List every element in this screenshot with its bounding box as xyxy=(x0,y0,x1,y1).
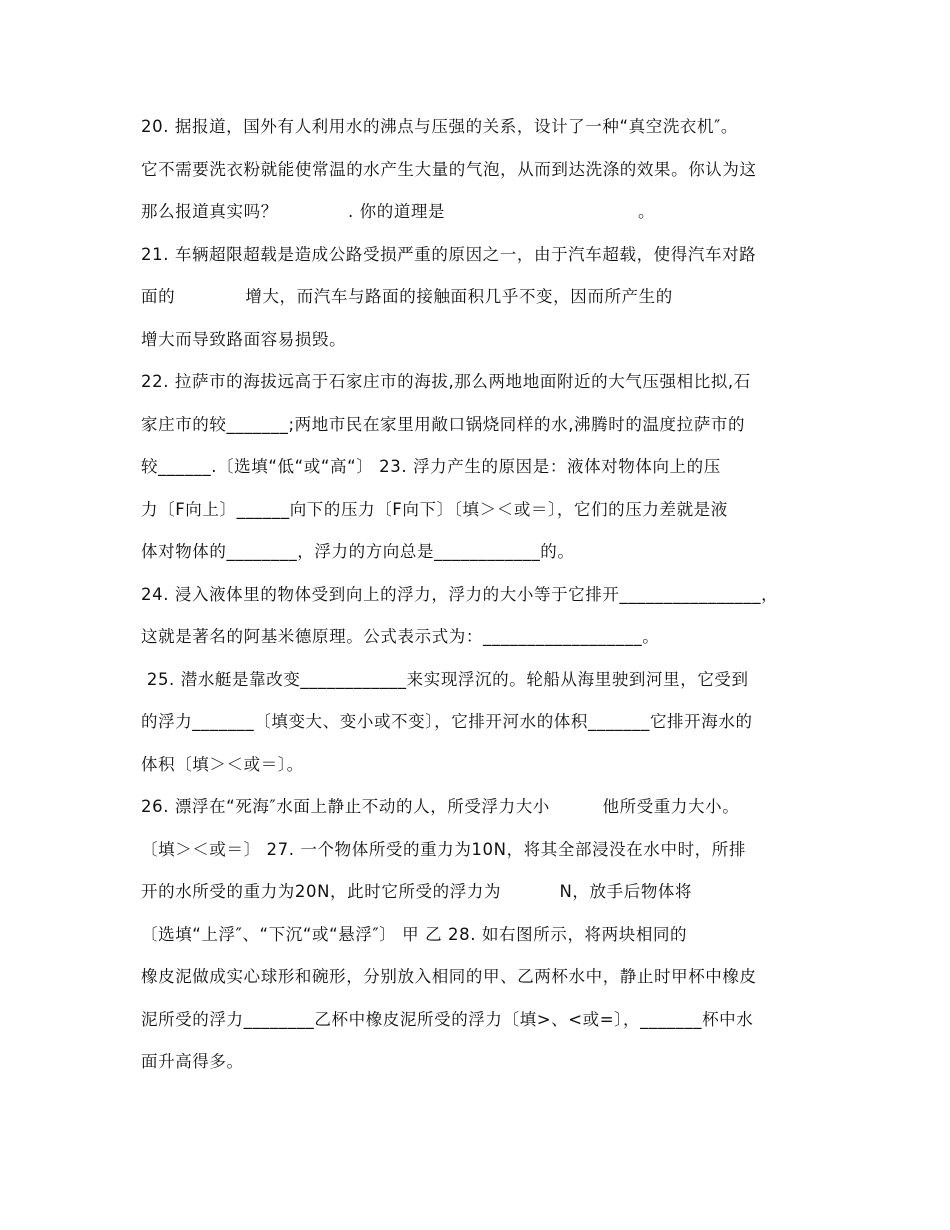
text-line-q22-1: 22. 拉萨市的海拔远高于石家庄市的海拔,那么两地地面附近的大气压强相比拟,石 xyxy=(141,372,751,391)
text-line-q22-3: 较______.〔选填“低“或“高“〕 23. 浮力产生的原因是：液体对物体向上的压 xyxy=(141,457,721,476)
text-line-q20-2: 它不需要洗衣粉就能使常温的水产生大量的气泡，从而到达洗涤的效果。你认为这 xyxy=(141,159,757,179)
text-line-q23-2: 体对物体的________，浮力的方向总是____________的。 xyxy=(141,542,575,561)
text-line-q28-1: 〔选填“上浮″、“下沉“或“悬浮″〕 甲 乙 28. 如右图所示，将两块相同的 xyxy=(141,924,688,944)
text-line-q26-1: 26. 漂浮在“死海″水面上静止不动的人，所受浮力大小 他所受重力大小。 xyxy=(141,797,740,816)
text-line-q21-3: 增大而导致路面容易损毁。 xyxy=(141,329,347,349)
text-line-q25-2: 的浮力_______〔填变大、变小或不变〕，它排开河水的体积_______它排开海水的 xyxy=(141,712,753,731)
text-line-q21-1: 21. 车辆超限超载是造成公路受损严重的原因之一，由于汽车超载，使得汽车对路 xyxy=(141,244,757,264)
text-line-q20-3: 那么报道真实吗？ . 你的道理是 。 xyxy=(141,202,656,221)
text-line-q22-2: 家庄市的较_______;两地市民在家里用敞口锅烧同样的水,沸腾时的温度拉萨市的 xyxy=(141,414,746,434)
question-text xyxy=(141,106,831,1084)
text-line-q24-2: 这就是著名的阿基米德原理。公式表示式为：__________________。 xyxy=(141,627,660,646)
text-line-q27-2: 开的水所受的重力为20N，此时它所受的浮力为 N，放手后物体将 xyxy=(141,882,693,901)
text-line-q25-1: 25. 潜水艇是靠改变____________来实现浮沉的。轮船从海里驶到河里，它受到 xyxy=(141,669,749,689)
text-line-q23-1: 力〔F向上〕______向下的压力〔F向下〕〔填＞＜或＝〕，它们的压力差就是液 xyxy=(141,499,728,519)
text-line-q21-2: 面的 增大，而汽车与路面的接触面积几乎不变，因而所产生的 xyxy=(141,287,673,306)
text-line-q28-2: 橡皮泥做成实心球形和碗形，分别放入相同的甲、乙两杯水中，静止时甲杯中橡皮 xyxy=(141,967,757,986)
text-line-q25-3: 体积〔填＞＜或＝〕。 xyxy=(141,754,304,774)
text-line-q28-4: 面升高得多。 xyxy=(141,1052,244,1071)
text-line-q24-1: 24. 浸入液体里的物体受到向上的浮力，浮力的大小等于它排开________________， xyxy=(141,584,779,604)
text-line-q20-1: 20. 据报道，国外有人利用水的沸点与压强的关系，设计了一种“真空洗衣机″。 xyxy=(141,117,738,136)
text-line-q28-3: 泥所受的浮力________乙杯中橡皮泥所受的浮力〔填>、<或=〕，_______杯中水 xyxy=(141,1009,754,1029)
text-line-q27-1: 〔填＞＜或＝〕 27. 一个物体所受的重力为10N，将其全部浸没在水中时，所排 xyxy=(141,839,746,859)
